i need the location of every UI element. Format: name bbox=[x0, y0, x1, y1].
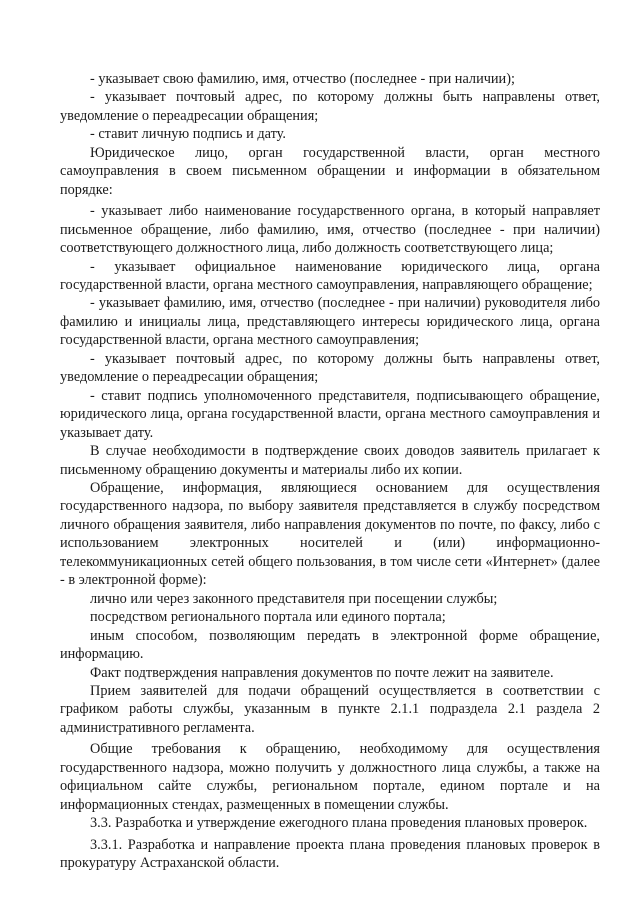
paragraph: Факт подтверждения направления документов по почте лежит на заявителе. bbox=[90, 664, 554, 681]
paragraph: - указывает либо наименование государственного органа, в который направляет письменное обращение, либо фамилию, имя, отчество (последнее - при наличии) соответствующего должностного лица, либо должность соответствующего лица; bbox=[60, 203, 600, 257]
paragraph: - ставит подпись уполномоченного представителя, подписывающего обращение, юридического лица, органа государственной власти, органа местного самоуправления и указывает дату. bbox=[60, 387, 600, 441]
paragraph: - указывает почтовый адрес, по которому должны быть направлены ответ, уведомление о переадресации обращения; bbox=[60, 89, 600, 124]
paragraph: Юридическое лицо, орган государственной власти, орган местного самоуправления в своем письменном обращении и информации в обязательном порядке: bbox=[60, 144, 600, 198]
paragraph: - указывает почтовый адрес, по которому должны быть направлены ответ, уведомление о переадресации обращения; bbox=[60, 350, 600, 386]
paragraph: Обращение, информация, являющиеся основанием для осуществления государственного надзора, по выбору заявителя представляется в службу посредством личного обращения заявителя, либо направления документов по почте, по факсу, либо с использованием электронных носителей и (или) информационно-телекоммуникационных сетей общего пользования, в том числе сети «Интернет» (далее - в электронной форме): bbox=[60, 479, 600, 589]
paragraph: посредством регионального портала или единого портала; bbox=[90, 609, 446, 626]
document-body bbox=[60, 70, 600, 872]
paragraph: - указывает свою фамилию, имя, отчество (последнее - при наличии); bbox=[90, 71, 515, 87]
paragraph: - указывает официальное наименование юридического лица, органа государственной власти, органа местного самоуправления, направляющего обращение; bbox=[60, 258, 600, 293]
paragraph: лично или через законного представителя при посещении службы; bbox=[90, 590, 498, 607]
paragraph: В случае необходимости в подтверждение своих доводов заявитель прилагает к письменному обращению документы и материалы либо их копии. bbox=[60, 443, 600, 478]
paragraph: Прием заявителей для подачи обращений осуществляется в соответствии с графиком работы службы, указанным в пункте 2.1.1 подраздела 2.1 раздела 2 административного регламента. bbox=[60, 682, 600, 736]
paragraph: - указывает фамилию, имя, отчество (последнее - при наличии) руководителя либо фамилию и инициалы лица, представляющего интересы юридического лица, органа государственной власти, органа местного самоуправления; bbox=[60, 295, 600, 349]
paragraph: 3.3.1. Разработка и направление проекта плана проведения плановых проверок в прокуратуру Астраханской области. bbox=[60, 836, 600, 872]
paragraph: - ставит личную подпись и дату. bbox=[90, 126, 286, 143]
paragraph: иным способом, позволяющим передать в электронной форме обращение, информацию. bbox=[60, 627, 600, 663]
paragraph: Общие требования к обращению, необходимому для осуществления государственного надзора, можно получить у должностного лица службы, а также на официальном сайте службы, региональном портале, едином портале и на информационных стендах, размещенных в помещении службы. bbox=[60, 741, 600, 813]
paragraph: 3.3. Разработка и утверждение ежегодного плана проведения плановых проверок. bbox=[90, 815, 588, 832]
